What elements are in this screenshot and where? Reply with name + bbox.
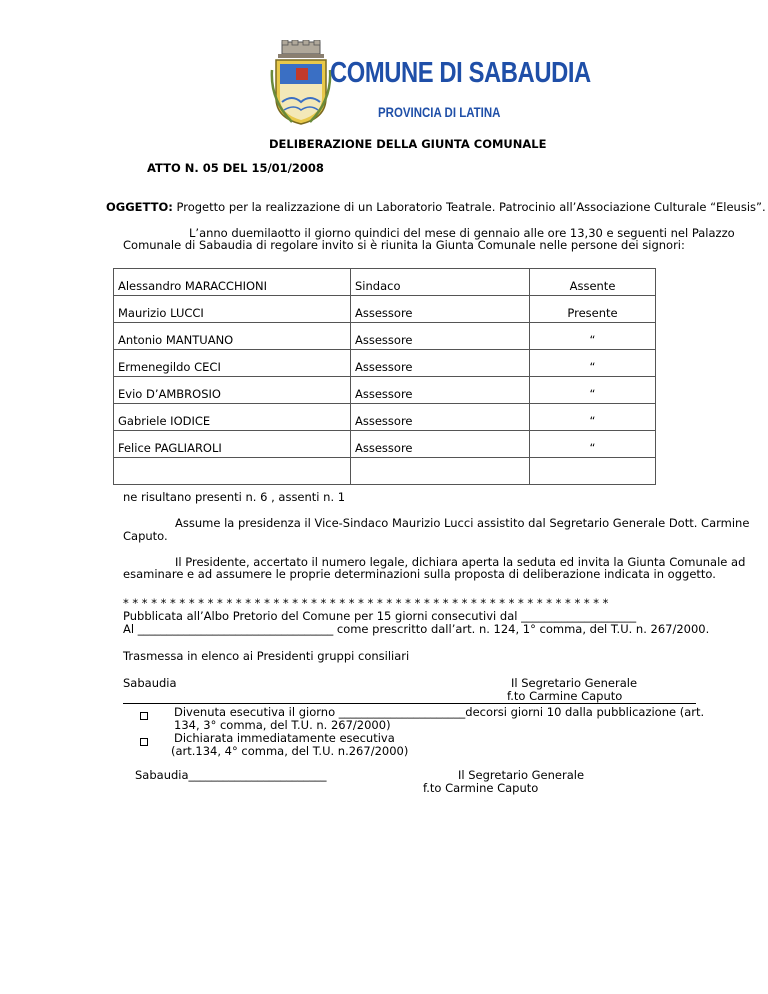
municipality-title: COMUNE DI SABAUDIA: [330, 57, 591, 89]
table-row: [114, 296, 656, 323]
empty-cell: [530, 458, 656, 485]
member-status: “: [530, 404, 656, 431]
members-table: [113, 268, 656, 485]
segretario-name-2: f.to Carmine Caputo: [423, 781, 539, 795]
oggetto-line: [106, 200, 766, 214]
member-name: Felice PAGLIAROLI: [114, 431, 351, 458]
member-name: Maurizio LUCCI: [114, 296, 351, 323]
intro-line-1: L’anno duemilaotto il giorno quindici del mese di gennaio alle ore 13,30 e seguenti nel Palazzo: [189, 226, 735, 240]
intro-line-2: Comunale di Sabaudia di regolare invito si è riunita la Giunta Comunale nelle persone dei signori:: [123, 238, 685, 252]
table-row: [114, 269, 656, 296]
presenti-summary: ne risultano presenti n. 6 , assenti n. 1: [123, 490, 346, 504]
checkbox-immediatamente-esecutiva[interactable]: [140, 738, 148, 746]
segretario-name-1: f.to Carmine Caputo: [507, 689, 623, 703]
member-name: Ermenegildo CECI: [114, 350, 351, 377]
member-role: Assessore: [351, 296, 530, 323]
check1-line-2: 134, 3° comma, del T.U. n. 267/2000): [174, 718, 391, 732]
empty-cell: [351, 458, 530, 485]
segretario-title-2: Il Segretario Generale: [458, 768, 585, 782]
member-role: Assessore: [351, 431, 530, 458]
separator-stars: * * * * * * * * * * * * * * * * * * * * * * * * * * * * * * * * * * * * * * * * * * * * * * * * * * * *: [123, 596, 609, 610]
place-sabaudia-1: Sabaudia: [123, 676, 177, 690]
member-role: Assessore: [351, 323, 530, 350]
table-row-empty: [114, 458, 656, 485]
member-status: “: [530, 377, 656, 404]
table-row: [114, 431, 656, 458]
table-row: [114, 350, 656, 377]
presidente-line-1: Il Presidente, accertato il numero legale, dichiara aperta la seduta ed invita la Giunta Comunale ad: [175, 555, 746, 569]
checkbox-esecutiva[interactable]: [140, 712, 148, 720]
member-role: Assessore: [351, 404, 530, 431]
segretario-title-1: Il Segretario Generale: [511, 676, 638, 690]
trasmessa-line: Trasmessa in elenco ai Presidenti gruppi consiliari: [123, 649, 410, 663]
member-name: Gabriele IODICE: [114, 404, 351, 431]
pubblicata-line-1: Pubblicata all’Albo Pretorio del Comune per 15 giorni consecutivi dal ____________________: [123, 609, 637, 623]
member-role: Assessore: [351, 350, 530, 377]
place-sabaudia-2: Sabaudia________________________: [135, 768, 327, 782]
member-name: Antonio MANTUANO: [114, 323, 351, 350]
table-row: [114, 323, 656, 350]
check2-line-1: Dichiarata immediatamente esecutiva: [174, 731, 395, 745]
member-name: Alessandro MARACCHIONI: [114, 269, 351, 296]
member-role: Assessore: [351, 377, 530, 404]
check2-line-2: (art.134, 4° comma, del T.U. n.267/2000): [171, 744, 409, 758]
pubblicata-line-2: Al __________________________________ come prescritto dall’art. n. 124, 1° comma, del T.U. n. 267/2000.: [123, 622, 710, 636]
oggetto-text: Progetto per la realizzazione di un Laboratorio Teatrale. Patrocinio all’Associazione Culturale “Eleusis”.: [172, 200, 766, 214]
table-row: [114, 404, 656, 431]
document-heading: DELIBERAZIONE DELLA GIUNTA COMUNALE: [269, 137, 547, 151]
member-status: “: [530, 431, 656, 458]
separator-line: [123, 703, 696, 704]
member-name: Evio D’AMBROSIO: [114, 377, 351, 404]
presidenza-line-1: Assume la presidenza il Vice-Sindaco Maurizio Lucci assistito dal Segretario Generale Dott. Carmine: [175, 516, 750, 530]
table-row: [114, 377, 656, 404]
member-status: Assente: [530, 269, 656, 296]
member-role: Sindaco: [351, 269, 530, 296]
atto-number: ATTO N. 05 DEL 15/01/2008: [147, 161, 324, 175]
member-status: Presente: [530, 296, 656, 323]
check1-line-1: Divenuta esecutiva il giorno ______________________decorsi giorni 10 dalla pubblicazione (art.: [174, 705, 705, 719]
presidenza-line-2: Caputo.: [123, 529, 168, 543]
municipal-crest-icon: [270, 40, 332, 126]
member-status: “: [530, 323, 656, 350]
member-status: “: [530, 350, 656, 377]
empty-cell: [114, 458, 351, 485]
province-subtitle: PROVINCIA DI LATINA: [378, 104, 501, 120]
presidente-line-2: esaminare e ad assumere le proprie determinazioni sulla proposta di deliberazione indicata in oggetto.: [123, 567, 716, 581]
oggetto-label: OGGETTO:: [106, 200, 173, 214]
